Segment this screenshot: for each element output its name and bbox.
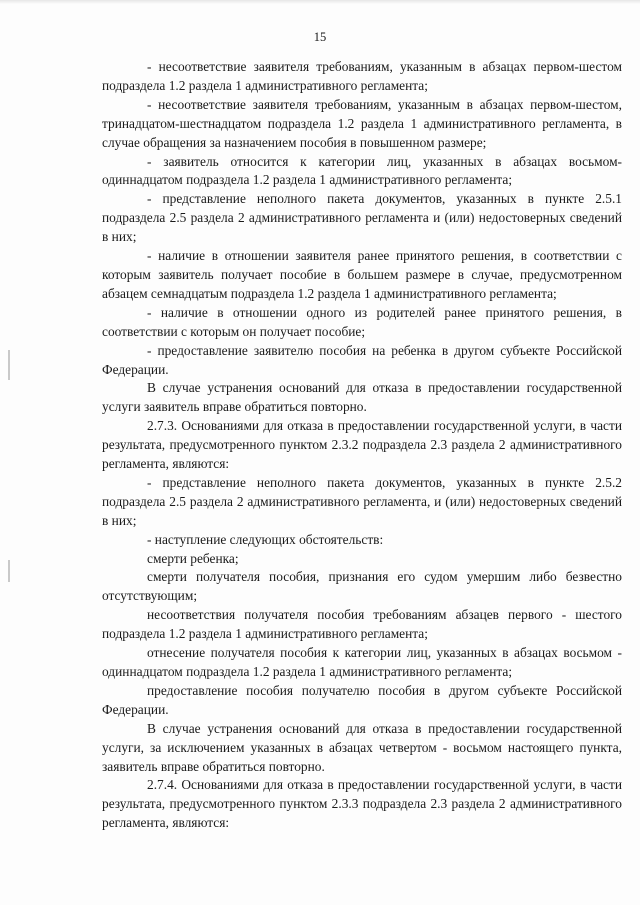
paragraph: - наличие в отношении заявителя ранее принятого решения, в соответствии с которым заявитель получает пособие в большем размере в случае, предусмотренном абзацем семнадцатым подраздела 1.2 раздела 1 административного регламента; (102, 248, 622, 301)
paragraph: В случае устранения оснований для отказа в предоставлении государственной услуги заявитель вправе обратиться повторно. (102, 380, 622, 415)
scan-top-edge (0, 0, 640, 4)
paragraph: смерти получателя пособия, признания его судом умершим либо безвестно отсутствующим; (102, 569, 622, 604)
scan-margin-mark (8, 560, 10, 582)
paragraph: - представление неполного пакета документов, указанных в пункте 2.5.1 подраздела 2.5 раздела 2 административного регламента и (или) недостоверных сведений в них; (102, 191, 622, 245)
paragraph: предоставление пособия получателю пособия в другом субъекте Российской Федерации. (102, 682, 622, 717)
paragraph: 2.7.4. Основаниями для отказа в предоставлении государственной услуги, в части результата, предусмотренного пунктом 2.3.3 подраздела 2.3 раздела 2 административного регламента, являются: (102, 777, 622, 831)
paragraph: - несоответствие заявителя требованиям, указанным в абзацах первом-шестом подраздела 1.2 раздела 1 административного регламента; (102, 59, 622, 93)
paragraph: - заявитель относится к категории лиц, указанных в абзацах восьмом-одиннадцатом подраздела 1.2 раздела 1 административного регламента; (102, 153, 622, 188)
paragraph: 2.7.3. Основаниями для отказа в предоставлении государственной услуги, в части результата, предусмотренного пунктом 2.3.2 подраздела 2.3 раздела 2 административного регламента, являются: (102, 418, 622, 472)
paragraph: - представление неполного пакета документов, указанных в пункте 2.5.2 подраздела 2.5 раздела 2 административного регламента, и (или) недостоверных сведений в них; (102, 474, 622, 528)
document-body (102, 58, 622, 833)
paragraph: отнесение получателя пособия к категории лиц, указанных в абзацах восьмом - одиннадцатом подраздела 1.2 раздела 1 административного регламента; (102, 645, 622, 679)
paragraph: смерти ребенка; (147, 550, 239, 566)
scan-margin-mark (8, 350, 10, 380)
paragraph: - наступление следующих обстоятельств: (147, 531, 384, 547)
paragraph: - несоответствие заявителя требованиям, указанным в абзацах первом-шестом, тринадцатом-шестнадцатом подраздела 1.2 раздела 1 административного регламента, в случае обращения за назначением пособия в повышенном размере; (102, 96, 622, 150)
paragraph: - наличие в отношении одного из родителей ранее принятого решения, в соответствии с которым он получает пособие; (102, 304, 622, 339)
page-number: 15 (313, 30, 327, 44)
paragraph: - предоставление заявителю пособия на ребенка в другом субъекте Российской Федерации. (102, 342, 622, 377)
paragraph: В случае устранения оснований для отказа в предоставлении государственной услуги, за исключением указанных в абзацах четвертом - восьмом настоящего пункта, заявитель вправе обратиться повторно. (102, 720, 622, 774)
paragraph: несоответствия получателя пособия требованиям абзацев первого - шестого подраздела 1.2 раздела 1 административного регламента; (102, 607, 622, 642)
